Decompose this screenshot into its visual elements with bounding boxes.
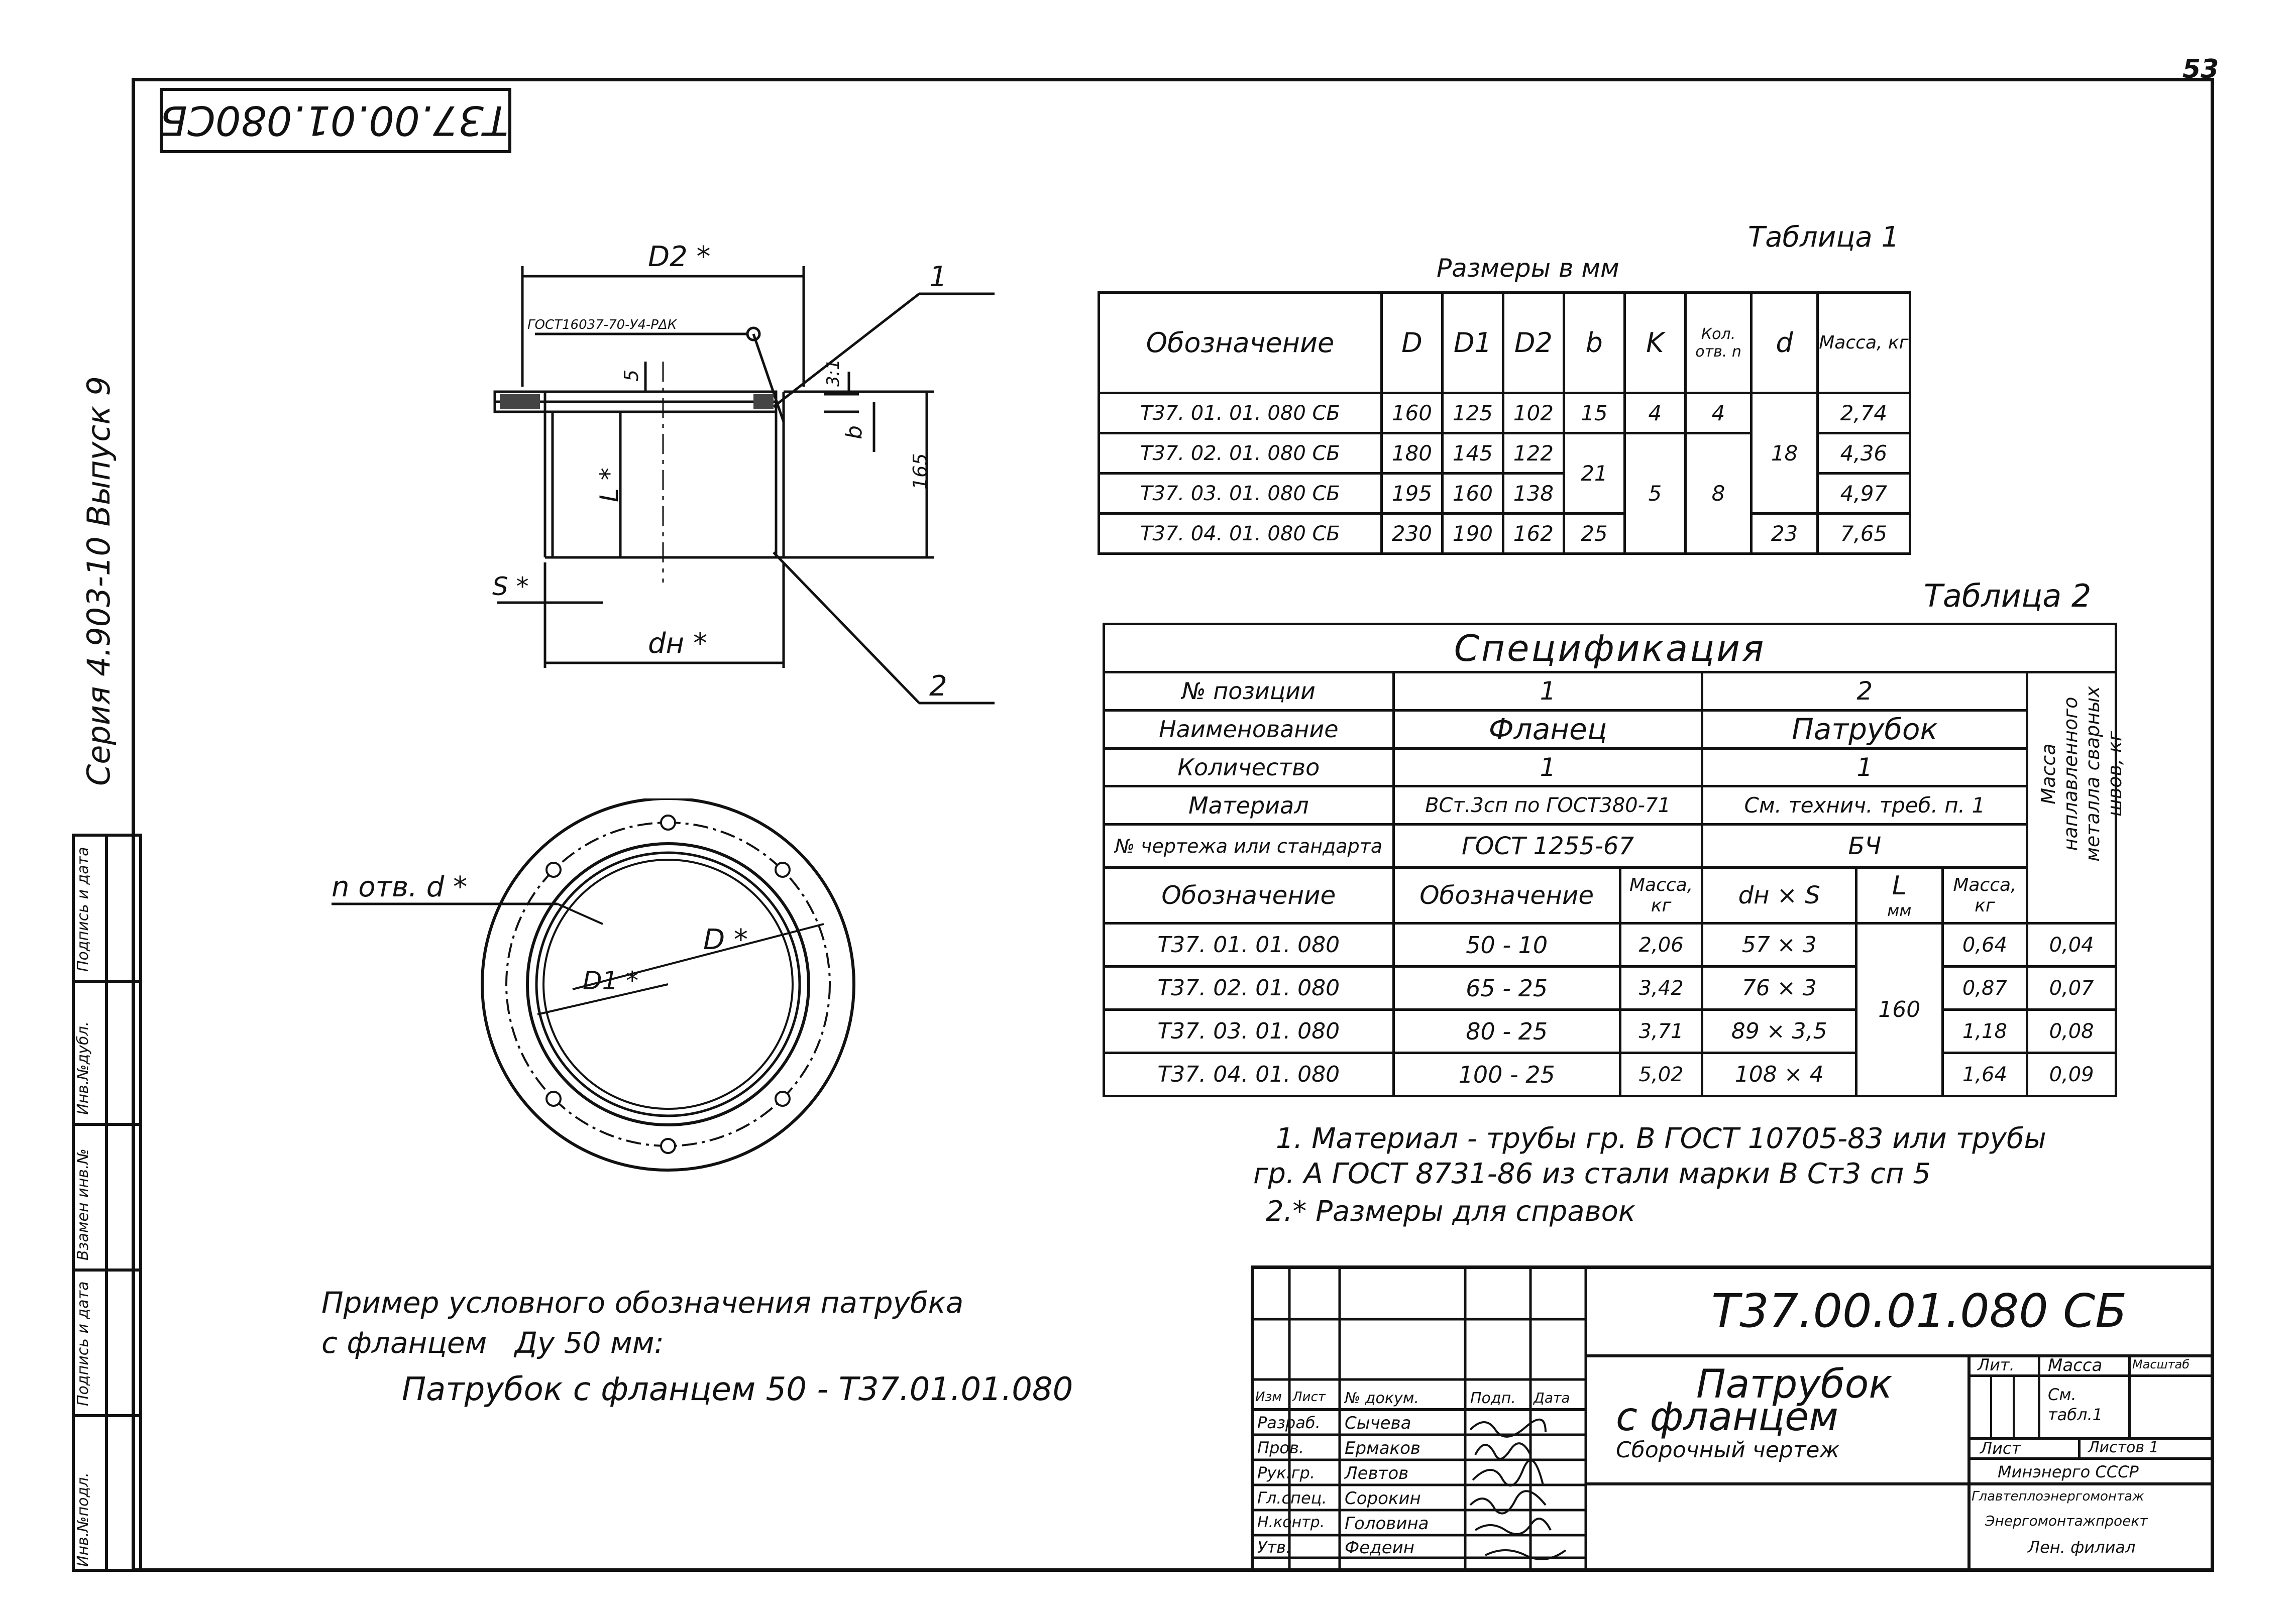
t1-r0-6: 4: [1685, 393, 1752, 433]
t1-h-6: Кол. отв. n: [1685, 293, 1752, 393]
example-line-1: Пример условного обозначения патрубка: [321, 1286, 964, 1320]
example-line-3: Патрубок с фланцем 50 - Т37.01.01.080: [402, 1371, 1073, 1408]
strip-label-sign-date-1: Подпись и дата: [74, 1281, 92, 1406]
tb-org-0: Минэнерго СССР: [1998, 1462, 2139, 1481]
t1-r0-1: 160: [1381, 393, 1442, 433]
t2-r0-2: 2,06: [1620, 924, 1702, 967]
title-block: [1251, 1265, 2214, 1572]
d2-label: D2 *: [648, 241, 711, 273]
t1-r2-3: 138: [1503, 474, 1564, 514]
t1-h-2: D1: [1442, 293, 1503, 393]
tb-role-4: Н.контр.: [1257, 1514, 1325, 1531]
t1-r0-7: 18: [1752, 393, 1818, 514]
table1-units: Размеры в мм: [1437, 254, 1619, 283]
t1-h-7: d: [1752, 293, 1818, 393]
t1-r3-2: 190: [1442, 514, 1503, 554]
t1-r2-0: Т37. 03. 01. 080 СБ: [1099, 474, 1382, 514]
t2-l-value: 160: [1856, 924, 1942, 1096]
t1-r1-0: Т37. 02. 01. 080 СБ: [1099, 433, 1382, 474]
t2-r3-0: Т37. 04. 01. 080: [1104, 1053, 1394, 1096]
t1-r3-4: 25: [1564, 514, 1624, 554]
tb-name-0: Сычева: [1345, 1413, 1411, 1433]
tb-name-1-line: Патрубок: [1696, 1362, 1893, 1407]
tb-role-0: Разраб.: [1257, 1413, 1321, 1432]
t1-r3-3: 162: [1503, 514, 1564, 554]
t2-r1-0: Т37. 02. 01. 080: [1104, 967, 1394, 1010]
t2-r1-2: 3,42: [1620, 967, 1702, 1010]
holes-label: n отв. d *: [332, 871, 468, 903]
t2-r2-5: 0,08: [2027, 1010, 2116, 1053]
dim-s-label: S *: [492, 572, 529, 601]
tb-code: Т37.00.01.080 СБ: [1711, 1284, 2127, 1338]
t1-r0-4: 15: [1564, 393, 1624, 433]
t2-r2-0: Т37. 03. 01. 080: [1104, 1010, 1394, 1053]
t2-sub-5: Масса, кг: [1942, 868, 2027, 924]
t2-sub-dn-s: dн × S: [1738, 881, 1820, 910]
t1-r2-1: 195: [1381, 474, 1442, 514]
t1-h-4: b: [1564, 293, 1624, 393]
t2-r1-3: 76 × 3: [1702, 967, 1856, 1010]
t2-mm-label: мм: [1887, 901, 1912, 920]
t1-r1-2: 145: [1442, 433, 1503, 474]
signatures-scribble: [1465, 1410, 1586, 1570]
t1-r3-7: 23: [1752, 514, 1818, 554]
dim-3x1-label: 3:1: [823, 359, 843, 387]
t2-r3-2: 5,02: [1620, 1053, 1702, 1096]
note-2: 2.* Размеры для справок: [1266, 1195, 1635, 1228]
t2-r3-3: 108 × 4: [1702, 1053, 1856, 1096]
t2-pos2-2: 1: [1702, 748, 2027, 786]
t2-r2-3: 89 × 3,5: [1702, 1010, 1856, 1053]
leader-2-label: 2: [929, 670, 947, 703]
tb-name-3: Сорокин: [1345, 1488, 1421, 1509]
dim-dn-label: dн *: [648, 627, 707, 660]
t1-r0-5: 4: [1624, 393, 1685, 433]
strip-label-vzamen: Взамен инв.№: [74, 1148, 92, 1260]
t1-h-1: D: [1381, 293, 1442, 393]
tb-hdr-izm: Изм: [1255, 1390, 1282, 1405]
tb-list: Лист: [1980, 1439, 2021, 1458]
t1-r1-1: 180: [1381, 433, 1442, 474]
t1-r2-8: 4,97: [1817, 474, 1910, 514]
tb-lit: Лит.: [1978, 1355, 2015, 1374]
tb-massa: Масса: [2048, 1355, 2103, 1375]
t2-pos2-1: Патрубок: [1702, 710, 2027, 748]
t1-r0-8: 2,74: [1817, 393, 1910, 433]
t2-r2-2: 3,71: [1620, 1010, 1702, 1053]
t2-sub-1: Обозначение: [1393, 868, 1620, 924]
tb-hdr-doc: № докум.: [1345, 1390, 1419, 1407]
d1-label: D1 *: [583, 966, 639, 995]
dim-165-label: 165: [909, 453, 931, 490]
t1-r0-3: 102: [1503, 393, 1564, 433]
tb-org-3: Лен. филиал: [2028, 1538, 2136, 1557]
tb-masshtab: Масштаб: [2132, 1357, 2190, 1371]
table1-caption: Таблица 1: [1748, 221, 1900, 254]
t1-r1-5: 5: [1624, 433, 1685, 554]
tb-role-1: Пров.: [1257, 1438, 1304, 1457]
t2-r3-5: 0,09: [2027, 1053, 2116, 1096]
tb-name-2: Левтов: [1345, 1463, 1409, 1483]
t2-pos2-4: БЧ: [1702, 825, 2027, 868]
dim-l-label: L *: [595, 468, 624, 502]
section-view: [452, 221, 1005, 723]
tb-role-5: Утв.: [1257, 1538, 1291, 1557]
t2-sub-0: Обозначение: [1104, 868, 1394, 924]
tb-hdr-list: Лист: [1292, 1390, 1326, 1405]
t2-label-3: Материал: [1104, 786, 1394, 825]
t2-r0-3: 57 × 3: [1702, 924, 1856, 967]
t2-weld-mass-text: Масса наплавленного металла сварных швов, кг: [2037, 686, 2126, 862]
t1-r1-8: 4,36: [1817, 433, 1910, 474]
t1-r3-8: 7,65: [1817, 514, 1910, 554]
tb-name-2-line: с фланцем: [1616, 1395, 1838, 1440]
tb-org-2: Энергомонтажпроект: [1985, 1513, 2148, 1529]
t1-h-8: Масса, кг: [1817, 293, 1910, 393]
t2-label-1: Наименование: [1104, 710, 1394, 748]
t2-r0-0: Т37. 01. 01. 080: [1104, 924, 1394, 967]
t2-weld-mass-header: [2027, 672, 2126, 924]
t1-h-0: Обозначение: [1099, 293, 1382, 393]
t2-r3-4: 1,64: [1942, 1053, 2027, 1096]
table2-caption: Таблица 2: [1924, 578, 2092, 614]
t2-title: Спецификация: [1104, 624, 2116, 672]
t2-r1-1: 65 - 25: [1393, 967, 1620, 1010]
t1-h-3: D2: [1503, 293, 1564, 393]
page-number: 53: [2182, 54, 2219, 84]
strip-label-sign-date-2: Подпись и дата: [74, 847, 92, 972]
t1-r0-0: Т37. 01. 01. 080 СБ: [1099, 393, 1382, 433]
tb-role-2: Рук.гр.: [1257, 1463, 1316, 1482]
strip-label-inv-dubl: Инв.№дубл.: [74, 1021, 92, 1115]
t2-r0-4: 0,64: [1942, 924, 2027, 967]
tb-name-1: Ермаков: [1345, 1438, 1420, 1458]
dim-b-label: b: [841, 425, 867, 439]
t2-r0-5: 0,04: [2027, 924, 2116, 967]
t2-label-4: № чертежа или стандарта: [1104, 825, 1394, 868]
t2-sub-3: [1702, 868, 1856, 924]
tb-massa-val: См. табл.1: [2048, 1385, 2103, 1424]
tb-name-4: Головина: [1345, 1514, 1429, 1534]
t2-label-2: Количество: [1104, 748, 1394, 786]
tb-hdr-date: Дата: [1534, 1390, 1570, 1406]
mirrored-code-box: [160, 88, 511, 153]
t1-r1-3: 122: [1503, 433, 1564, 474]
tb-role-3: Гл.спец.: [1257, 1488, 1327, 1508]
tb-hdr-sign: Подп.: [1470, 1390, 1516, 1407]
tb-doc-type: Сборочный чертеж: [1616, 1437, 1840, 1463]
t1-r0-2: 125: [1442, 393, 1503, 433]
example-line-2: с фланцем Ду 50 мм:: [321, 1326, 665, 1360]
t1-r1-6: 8: [1685, 433, 1752, 554]
table1: [1098, 291, 1911, 555]
plan-view: [321, 798, 874, 1190]
t2-sub-l: L: [1892, 871, 1907, 901]
table2: [1103, 623, 2126, 1097]
tb-listov: Листов 1: [2088, 1439, 2159, 1456]
t2-sub-4: [1856, 868, 1942, 924]
t1-r2-2: 160: [1442, 474, 1503, 514]
t2-r2-1: 80 - 25: [1393, 1010, 1620, 1053]
t1-r3-0: Т37. 04. 01. 080 СБ: [1099, 514, 1382, 554]
t2-r1-5: 0,07: [2027, 967, 2116, 1010]
t2-pos1-3: ВСт.3сп по ГОСТ380-71: [1393, 786, 1702, 825]
t2-pos1-0: 1: [1393, 672, 1702, 711]
t2-pos1-2: 1: [1393, 748, 1702, 786]
tb-name-5: Федеин: [1345, 1538, 1414, 1558]
mirrored-code: Т37.00.01.080СБ: [160, 97, 508, 144]
t2-pos1-1: Фланец: [1393, 710, 1702, 748]
t2-pos1-4: ГОСТ 1255-67: [1393, 825, 1702, 868]
t2-label-0: № позиции: [1104, 672, 1394, 711]
strip-label-inv-podl: Инв.№подл.: [74, 1472, 92, 1567]
weld-note: ГОСТ16037-70-У4-РΔК: [527, 317, 677, 332]
note-1-cont: гр. А ГОСТ 8731-86 из стали марки В Ст3 сп 5: [1253, 1158, 1931, 1190]
t2-sub-2: Масса, кг: [1620, 868, 1702, 924]
tb-org-1: Главтеплоэнергомонтаж: [1972, 1489, 2144, 1504]
t2-r3-1: 100 - 25: [1393, 1053, 1620, 1096]
t2-r1-4: 0,87: [1942, 967, 2027, 1010]
t1-r1-4: 21: [1564, 433, 1624, 514]
t1-h-5: K: [1624, 293, 1685, 393]
d-label: D *: [703, 924, 748, 956]
note-1: 1. Материал - трубы гр. В ГОСТ 10705-83 или трубы: [1276, 1122, 2046, 1155]
t2-pos2-0: 2: [1702, 672, 2027, 711]
t2-r0-1: 50 - 10: [1393, 924, 1620, 967]
leader-1-label: 1: [929, 261, 947, 293]
series-label: Серия 4.903-10 Выпуск 9: [80, 376, 117, 786]
dim-5-label: 5: [620, 369, 642, 382]
t2-pos2-3: См. технич. треб. п. 1: [1702, 786, 2027, 825]
t1-r3-1: 230: [1381, 514, 1442, 554]
t2-r2-4: 1,18: [1942, 1010, 2027, 1053]
